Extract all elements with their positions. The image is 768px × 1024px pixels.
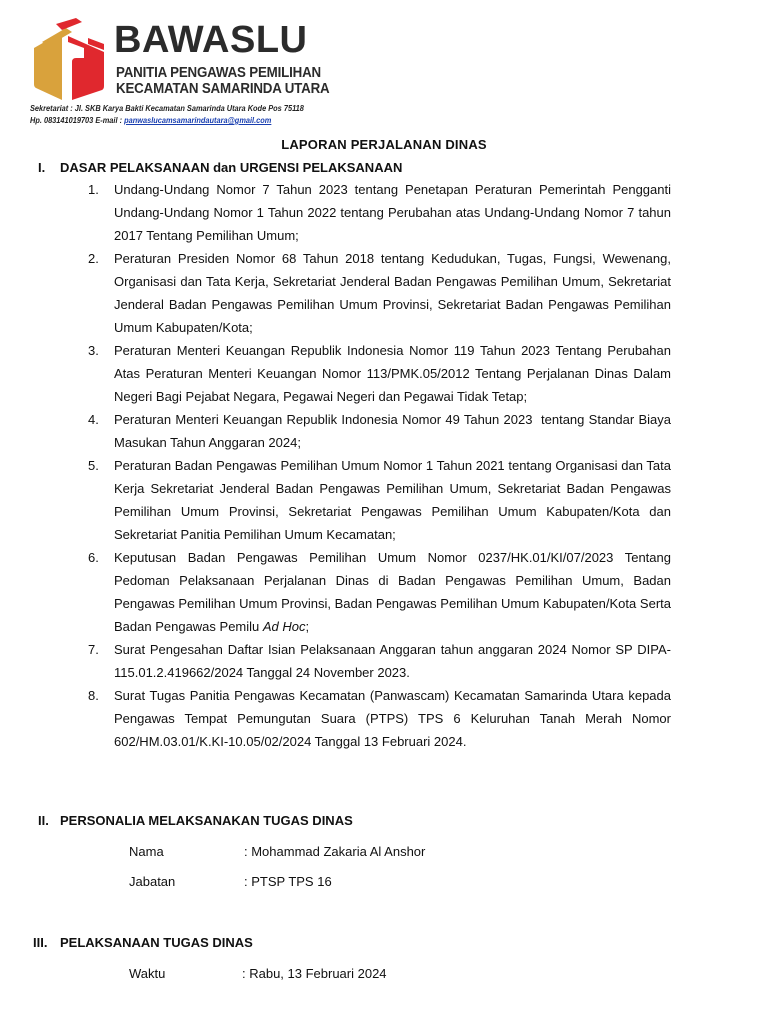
- item-italic-text: Ad Hoc: [262, 619, 306, 634]
- item-number: 5.: [88, 458, 99, 473]
- list-item: [88, 546, 675, 638]
- item-number: 2.: [88, 251, 99, 266]
- contact-line: [30, 115, 271, 125]
- organization-subtitle-line2: KECAMATAN SAMARINDA UTARA: [116, 81, 330, 97]
- time-label: Waktu: [129, 966, 166, 981]
- section-title: DASAR PELAKSANAAN dan URGENSI PELAKSANAAN: [60, 160, 403, 175]
- position-value: : PTSP TPS 16: [244, 874, 332, 889]
- item-number: 7.: [88, 642, 99, 657]
- section-1-heading: [38, 160, 402, 175]
- list-item: [88, 408, 675, 454]
- organization-subtitle-line1: PANITIA PENGAWAS PEMILIHAN: [116, 65, 321, 81]
- email-link[interactable]: panwaslucamsamarindautara@gmail.com: [124, 115, 272, 125]
- item-number: 1.: [88, 182, 99, 197]
- item-number: 8.: [88, 688, 99, 703]
- item-text: Peraturan Badan Pengawas Pemilihan Umum Nomor 1 Tahun 2021 tentang Organisasi dan Tata Kerja Sekretariat Jenderal Badan Pengawas Pemilihan Umum, Sekretariat Badan Pengawas Pemilihan Umum Provinsi, Sekretariat Pengawas Pemilihan Umum Kabupaten/Kota dan Sekretariat Panitia Pemilihan Umum Kecamatan;: [114, 458, 671, 542]
- letterhead: [30, 14, 350, 132]
- item-number: 3.: [88, 343, 99, 358]
- item-number: 4.: [88, 412, 99, 427]
- bawaslu-logo-icon: [32, 18, 108, 100]
- section-title: PERSONALIA MELAKSANAKAN TUGAS DINAS: [60, 813, 353, 828]
- section-title: PELAKSANAAN TUGAS DINAS: [60, 935, 253, 950]
- time-value: : Rabu, 13 Februari 2024: [242, 966, 387, 981]
- legal-basis-list: [88, 178, 675, 753]
- item-text-tail: ;: [305, 619, 310, 634]
- item-text: Peraturan Presiden Nomor 68 Tahun 2018 tentang Kedudukan, Tugas, Fungsi, Wewenang, Organisasi dan Tata Kerja, Sekretariat Jenderal Badan Pengawas Pemilihan Umum, Sekretariat Jenderal Badan Pengawas Pemilihan Umum Provinsi, Sekretariat Badan Pengawas Pemilihan Umum Kabupaten/Kota;: [114, 251, 671, 335]
- organization-name: BAWASLU: [114, 19, 308, 61]
- name-label: Nama: [129, 844, 164, 859]
- secretariat-address: Sekretariat : Jl. SKB Karya Bakti Kecamatan Samarinda Utara Kode Pos 75118: [30, 103, 304, 113]
- list-item: [88, 339, 671, 408]
- item-text: Surat Pengesahan Daftar Isian Pelaksanaan Anggaran tahun anggaran 2024 Nomor SP DIPA-115.01.2.419662/2024 Tanggal 24 November 2023.: [114, 642, 671, 680]
- list-item: [88, 247, 671, 339]
- document-title: LAPORAN PERJALANAN DINAS: [281, 137, 487, 152]
- list-item: [88, 454, 671, 546]
- position-label: Jabatan: [129, 874, 176, 889]
- section-number: II.: [38, 813, 49, 828]
- list-item: [88, 638, 671, 684]
- item-text: Keputusan Badan Pengawas Pemilihan Umum Nomor 0237/HK.01/KI/07/2023 Tentang Pedoman Pelaksanaan Perjalanan Dinas di Badan Pengawas Pemilihan Umum, Badan Pengawas Pemilihan Umum Provinsi, Badan Pengawas Pemilihan Umum Kabupaten/Kota Serta Badan Pengawas Pemilu: [114, 550, 675, 634]
- phone-label: Hp. 083141019703 E-mail :: [30, 115, 125, 125]
- list-item: [88, 684, 671, 753]
- item-text: Peraturan Menteri Keuangan Republik Indonesia Nomor 119 Tahun 2023 Tentang Perubahan Atas Peraturan Menteri Keuangan Nomor 113/PMK.05/2012 Tentang Perjalanan Dinas Dalam Negeri Bagi Pejabat Negara, Pegawai Negeri dan Pegawai Tidak Tetap;: [114, 343, 671, 404]
- section-2-heading: [38, 813, 353, 828]
- name-value: : Mohammad Zakaria Al Anshor: [244, 844, 426, 859]
- section-number: I.: [38, 160, 46, 175]
- item-number: 6.: [88, 550, 99, 565]
- item-text: Surat Tugas Panitia Pengawas Kecamatan (Panwascam) Kecamatan Samarinda Utara kepada Pengawas Tempat Pemungutan Suara (PTPS) TPS 6 Keluruhan Tanah Merah Nomor 602/HM.03.01/K.KI-10.05/02/2024 Tanggal 13 Februari 2024.: [114, 688, 671, 749]
- item-text: Peraturan Menteri Keuangan Republik Indonesia Nomor 49 Tahun 2023 tentang Standar Biaya Masukan Tahun Anggaran 2024;: [114, 412, 675, 450]
- section-number: III.: [33, 935, 48, 950]
- item-text: Undang-Undang Nomor 7 Tahun 2023 tentang Penetapan Peraturan Pemerintah Pengganti Undang-Undang Nomor 1 Tahun 2022 tentang Perubahan atas Undang-Undang Nomor 7 tahun 2017 Tentang Pemilihan Umum;: [114, 182, 671, 243]
- section-3-heading: [33, 935, 253, 950]
- list-item: [88, 178, 671, 247]
